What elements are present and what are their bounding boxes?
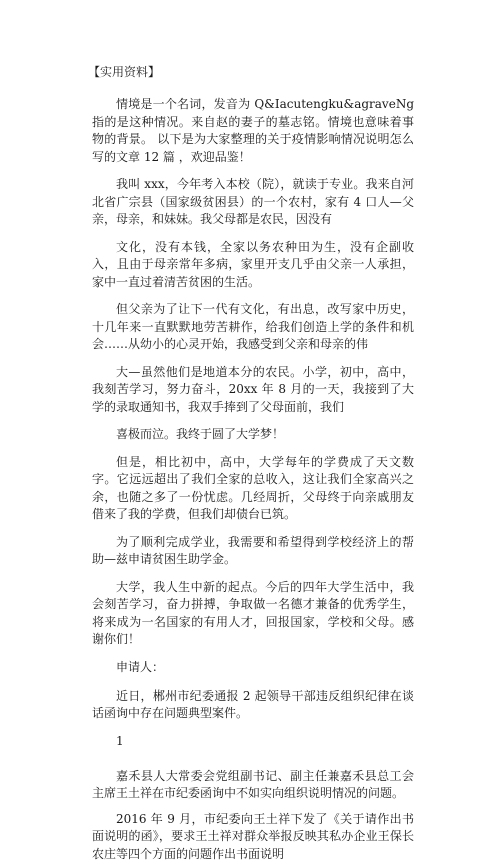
paragraph-3: 但父亲为了让下一代有文化，有出息，改写家中历史，十几年来一直默默地劳苦耕作，给我们创造上学的条件和机会……从幼小的心灵开始，我感受到父亲和母亲的伟 bbox=[92, 301, 414, 354]
paragraph-case-2: 2016 年 9 月，市纪委向王土祥下发了《关于请作出书面说明的函》，要求王土祥对群众举报反映其私办企业王保长农庄等四个方面的问题作出书面说明 bbox=[92, 811, 414, 863]
applicant-label: 申请人： bbox=[92, 659, 414, 676]
paragraph-6: 但是，相比初中，高中，大学每年的学费成了天文数字。它远远超出了我们全家的总收入，这让我们全家高兴之余，也随之多了一份忧虑。几经周折，父母终于向亲戚朋友借来了我的学费，但我们却债台已筑。 bbox=[92, 454, 414, 524]
section-number: 1 bbox=[92, 733, 414, 750]
paragraph-8: 大学，我人生中新的起点。今后的四年大学生活中，我会刻苦学习，奋力拼搏，争取做一名德才兼备的优秀学生，将来成为一名国家的有用人才，回报国家，学校和父母。感谢你们！ bbox=[92, 579, 414, 649]
paragraph-case-1: 嘉禾县人大常委会党组副书记、副主任兼嘉禾县总工会主席王土祥在市纪委函询中不如实向组织说明情况的问题。 bbox=[92, 768, 414, 803]
paragraph-notice: 近日，郴州市纪委通报 2 起领导干部违反组织纪律在谈话函询中存在问题典型案件。 bbox=[92, 688, 414, 723]
paragraph-5: 喜极而泣。我终于圆了大学梦！ bbox=[92, 426, 414, 444]
section-tag: 【实用资料】 bbox=[88, 64, 414, 80]
paragraph-intro: 情境是一个名词，发音为 Q&Iacutengku&agraveNg 指的是这种情况。来自赵的妻子的墓志铭。情境也意味着事物的背景。 以下是为大家整理的关于疫情影响情况说明怎么写的文章 12 篇 ，欢迎品鉴！ bbox=[92, 96, 414, 166]
paragraph-7: 为了顺利完成学业，我需要和希望得到学校经济上的帮助—兹申请贫困生助学金。 bbox=[92, 534, 414, 569]
paragraph-4: 大—虽然他们是地道本分的农民。小学，初中，高中，我刻苦学习，努力奋斗，20xx 年 8 月的一天，我接到了大学的录取通知书，我双手捧到了父母面前，我们 bbox=[92, 364, 414, 417]
paragraph-1: 我叫 xxx，今年考入本校（院），就读于专业。我来自河北省广宗县（国家级贫困县）的一个农村，家有 4 口人—父亲，母亲，和妹妹。我父母都是农民，因没有 bbox=[92, 176, 414, 229]
paragraph-2: 文化，没有本钱，全家以务农种田为生，没有企副收入，且由于母亲常年多病，家里开支几乎由父亲一人承担，家中一直过着清苦贫困的生活。 bbox=[92, 239, 414, 292]
